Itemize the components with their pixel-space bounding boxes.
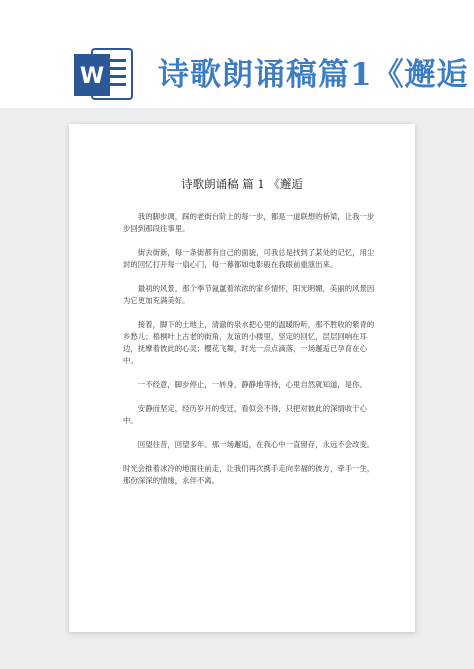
word-document-icon (72, 42, 134, 106)
banner-title: 诗歌朗诵稿篇1《邂逅 (158, 57, 469, 93)
paragraph: 最初的风景，那个季节氤氲着浓浓的家乡情怀，阳光明媚，美丽的风景因为它更加充满美好。 (123, 284, 375, 305)
paragraph: 一不经意，脚步停止，一转身，静静地等待，心里自然就知道，是你。 (137, 380, 367, 389)
paragraph: 街去街新，每一条街都有自己的面貌，可我总是找到了某处的记忆，用尘封的回忆打开每一扇心门，每一幕都如电影般在我眼前重演出来。 (123, 248, 375, 269)
paragraph: 回望往昔，回望多年。那一场邂逅，在我心中一直留存，永远不会改变。 (137, 440, 375, 449)
document-banner (0, 0, 474, 120)
document-page (69, 124, 415, 632)
paragraph: 接着，脚下的土地上，清澈的泉水把心里的温暖盼听，那不胜收的紫青的乡愁儿；梧桐叶上古老的街角，友谊的小楼里，坚定的回忆，层层回响在耳边，抚摩着彼此的心灵；樱花飞舞，时光一点点滴落，一场邂逅已孕育在心中。 (123, 320, 375, 365)
paragraph: 我的脚步调，踩的老街台阶上的每一步，都是一道联想的桥梁，让我一步步回到那段往事里。 (123, 212, 375, 233)
paragraph: 安静而坚定，经历岁月的变迁，看似会不得，只把对彼此的深情收于心中。 (123, 404, 367, 425)
document-body (123, 211, 379, 487)
word-icon-letter: W (79, 64, 105, 89)
paragraph: 时光会推着冰冷的地面往前走，让我们再次携手走向幸福的彼方，牵手一生，那份深深的情缘，永伴不离。 (123, 464, 375, 485)
document-title: 诗歌朗诵稿 篇 1 《邂逅 (181, 177, 303, 191)
